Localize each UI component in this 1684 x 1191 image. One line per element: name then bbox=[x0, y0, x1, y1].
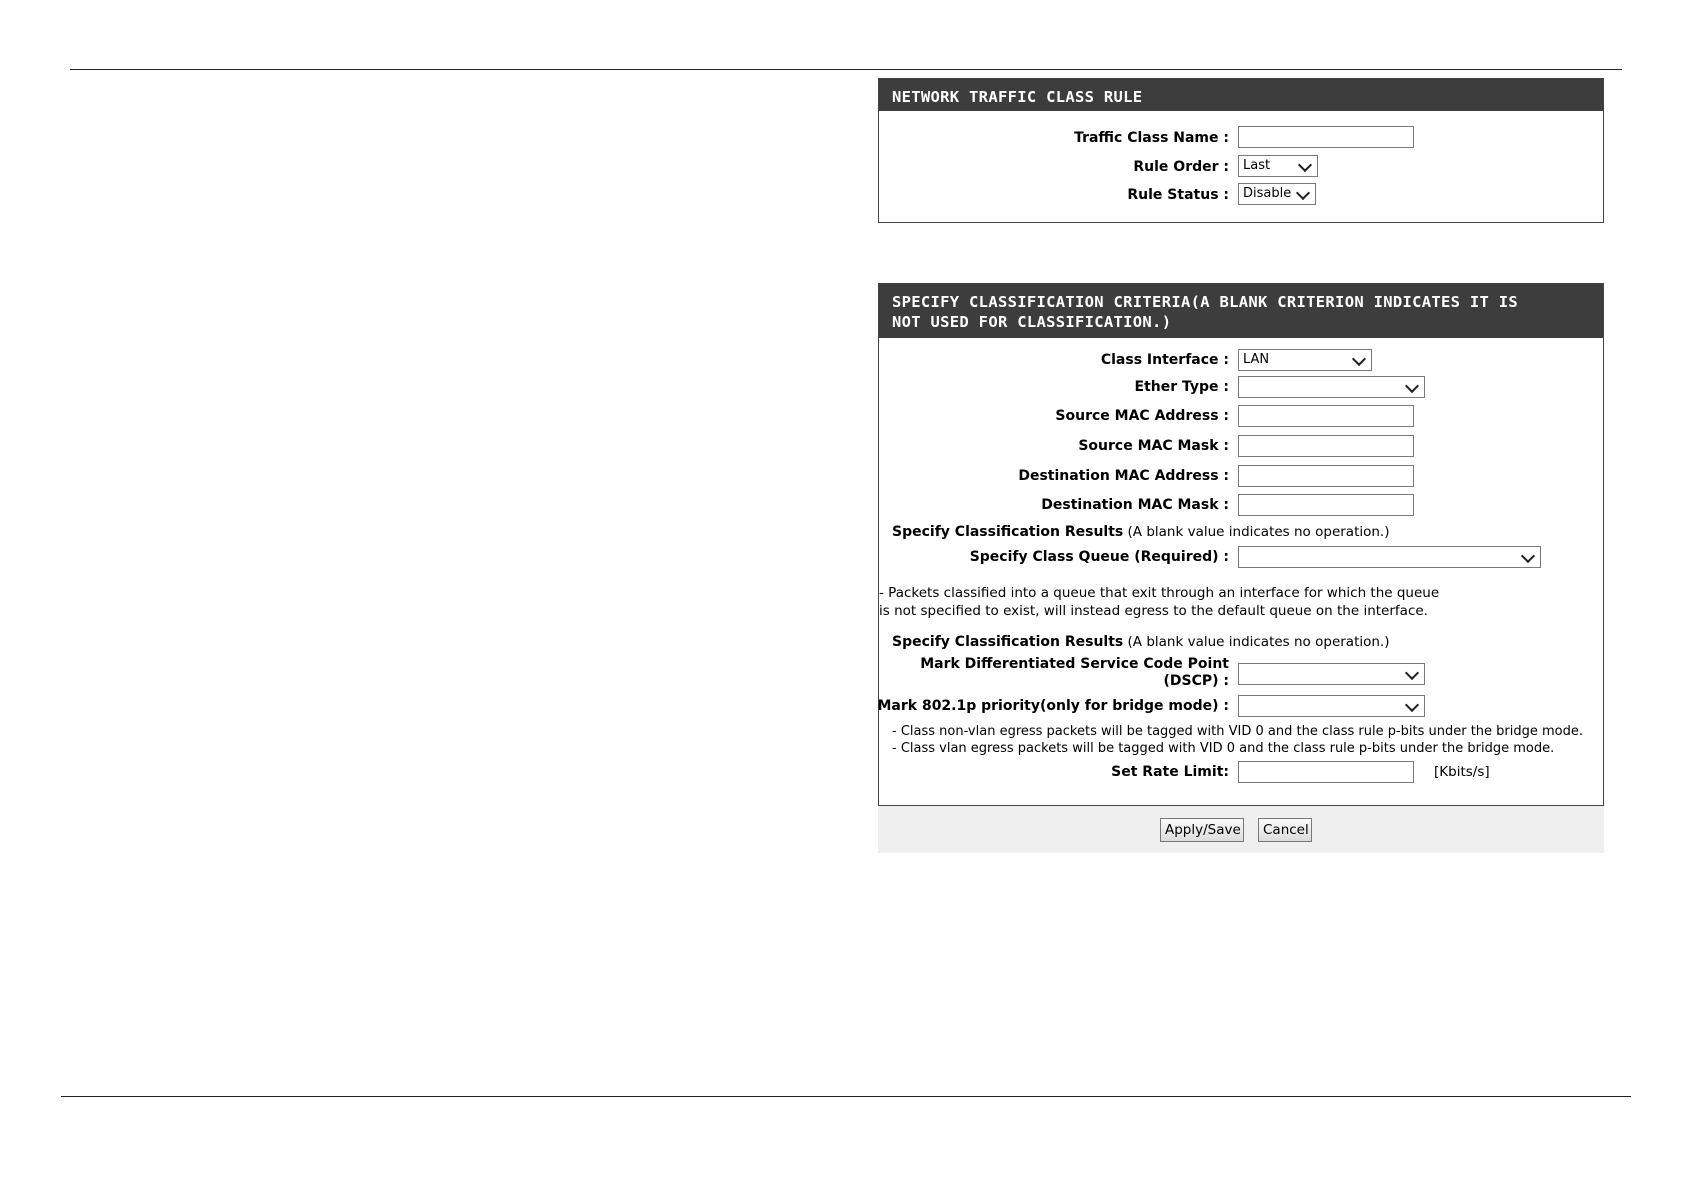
rule-status-label: Rule Status : bbox=[1127, 187, 1229, 203]
source-mac-address-input[interactable] bbox=[1238, 405, 1414, 427]
priority-8021p-label: Mark 802.1p priority(only for bridge mode) : bbox=[877, 698, 1229, 714]
bottom-divider bbox=[61, 1096, 1631, 1097]
panel-title: NETWORK TRAFFIC CLASS RULE bbox=[879, 79, 1603, 111]
apply-save-button[interactable]: Apply/Save bbox=[1160, 818, 1244, 842]
rule-order-label: Rule Order : bbox=[1133, 159, 1229, 175]
traffic-class-rule-panel bbox=[878, 78, 1604, 223]
results-heading-2 bbox=[892, 634, 1390, 651]
traffic-class-name-label: Traffic Class Name : bbox=[1074, 130, 1229, 146]
classification-criteria-panel bbox=[878, 283, 1604, 806]
ether-type-select[interactable] bbox=[1238, 376, 1425, 398]
rate-limit-label: Set Rate Limit: bbox=[1111, 764, 1229, 780]
rate-limit-unit: [Kbits/s] bbox=[1434, 764, 1490, 780]
rule-status-value: Disable bbox=[1243, 186, 1292, 201]
chevron-down-icon bbox=[1405, 698, 1419, 712]
chevron-down-icon bbox=[1405, 379, 1419, 393]
rate-limit-input[interactable] bbox=[1238, 761, 1414, 783]
results-heading-bold: Specify Classification Results bbox=[892, 634, 1124, 650]
source-mac-mask-label: Source MAC Mask : bbox=[1078, 438, 1229, 454]
queue-note-line1: - Packets classified into a queue that exit through an interface for which the queue bbox=[879, 585, 1440, 601]
cancel-button[interactable]: Cancel bbox=[1258, 818, 1312, 842]
class-interface-value: LAN bbox=[1243, 352, 1270, 367]
rule-order-value: Last bbox=[1243, 158, 1271, 173]
results-heading-bold: Specify Classification Results bbox=[892, 524, 1124, 540]
source-mac-address-label: Source MAC Address : bbox=[1055, 408, 1229, 424]
chevron-down-icon bbox=[1352, 352, 1366, 366]
dest-mac-mask-input[interactable] bbox=[1238, 494, 1414, 516]
results-heading-note: (A blank value indicates no operation.) bbox=[1123, 634, 1390, 650]
chevron-down-icon bbox=[1296, 186, 1310, 200]
dscp-label-line2: (DSCP) : bbox=[1163, 673, 1229, 689]
traffic-class-name-input[interactable] bbox=[1238, 126, 1414, 148]
priority-8021p-select[interactable] bbox=[1238, 695, 1425, 717]
results-heading-1 bbox=[892, 524, 1390, 541]
panel-title-line1: SPECIFY CLASSIFICATION CRITERIA(A BLANK CRITERION INDICATES IT IS bbox=[892, 293, 1519, 311]
class-interface-select[interactable] bbox=[1238, 349, 1372, 371]
dest-mac-address-input[interactable] bbox=[1238, 465, 1414, 487]
chevron-down-icon bbox=[1298, 158, 1312, 172]
panel-title bbox=[879, 284, 1603, 338]
queue-note-line2: is not specified to exist, will instead egress to the default queue on the interface. bbox=[879, 603, 1428, 619]
rule-status-select[interactable] bbox=[1238, 183, 1316, 205]
dest-mac-address-label: Destination MAC Address : bbox=[1018, 468, 1229, 484]
ether-type-label: Ether Type : bbox=[1134, 379, 1229, 395]
top-divider bbox=[70, 69, 1622, 70]
class-queue-label: Specify Class Queue (Required) : bbox=[969, 549, 1229, 565]
rule-order-select[interactable] bbox=[1238, 155, 1318, 177]
results-heading-note: (A blank value indicates no operation.) bbox=[1123, 524, 1390, 540]
button-bar bbox=[878, 806, 1604, 853]
class-queue-select[interactable] bbox=[1238, 546, 1541, 568]
vlan-note-line2: - Class vlan egress packets will be tagged with VID 0 and the class rule p-bits under the bridge mode. bbox=[892, 741, 1555, 756]
source-mac-mask-input[interactable] bbox=[1238, 435, 1414, 457]
dest-mac-mask-label: Destination MAC Mask : bbox=[1041, 497, 1229, 513]
dscp-label-line1: Mark Differentiated Service Code Point bbox=[920, 656, 1229, 672]
class-interface-label: Class Interface : bbox=[1100, 352, 1229, 368]
dscp-select[interactable] bbox=[1238, 663, 1425, 685]
vlan-note-line1: - Class non-vlan egress packets will be tagged with VID 0 and the class rule p-bits under the bridge mode. bbox=[892, 724, 1584, 739]
panel-title-line2: NOT USED FOR CLASSIFICATION.) bbox=[892, 313, 1172, 331]
chevron-down-icon bbox=[1521, 549, 1535, 563]
chevron-down-icon bbox=[1405, 666, 1419, 680]
